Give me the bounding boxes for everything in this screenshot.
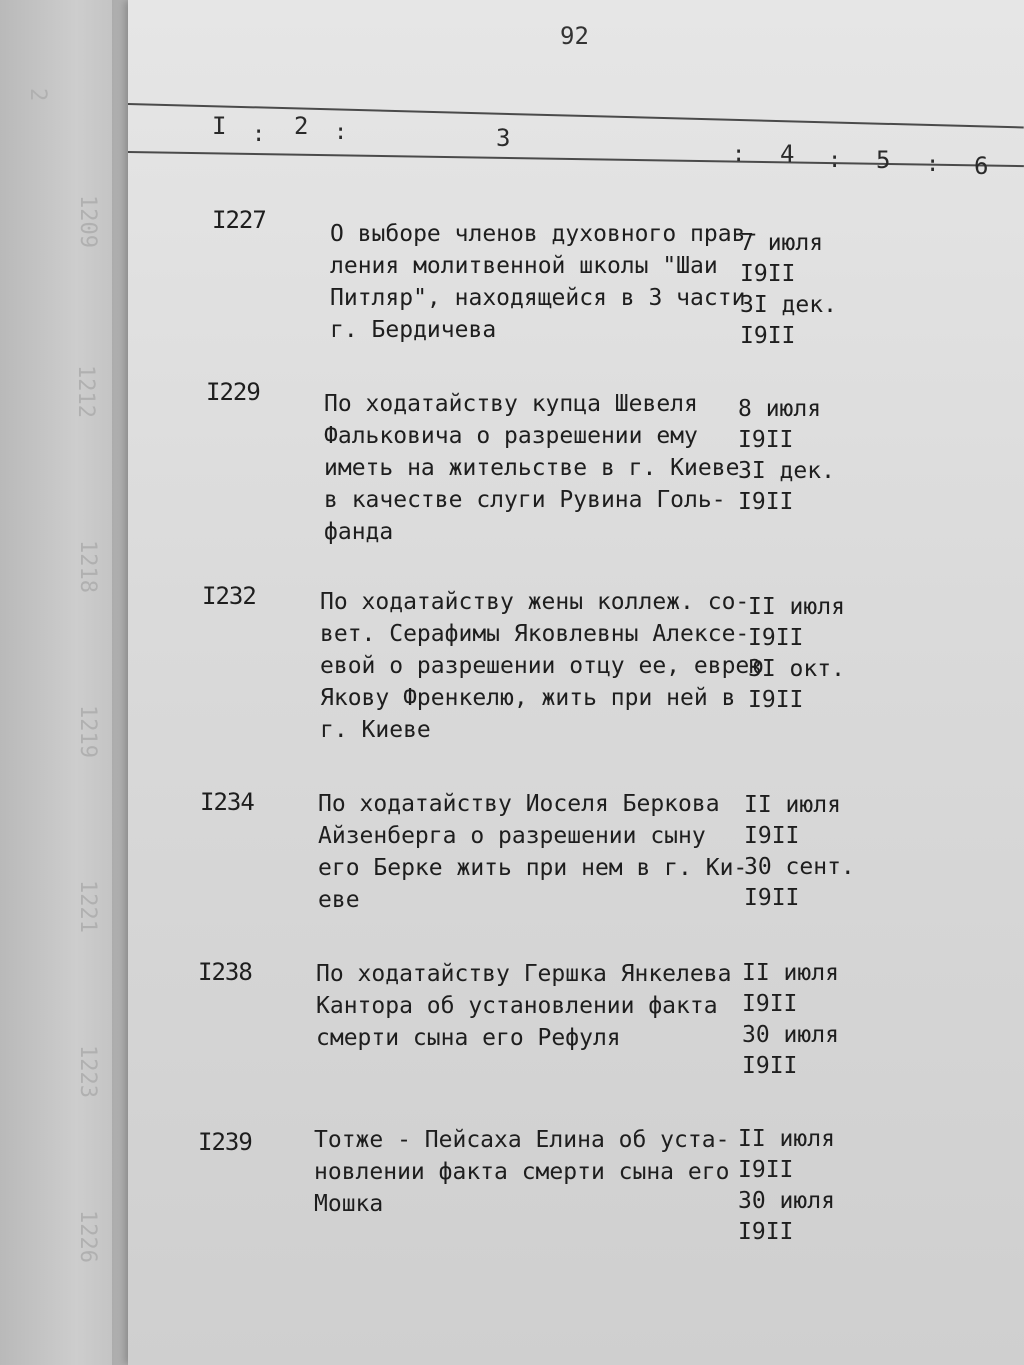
record-number: I238 [198,958,252,986]
description-line: Мошка [314,1191,384,1217]
end-date: 3I дек. [740,292,837,318]
ghost-number: 1218 [75,540,100,593]
description-line: Питляр", находящейся в 3 части [330,285,746,311]
ghost-number: 1223 [75,1045,100,1098]
column-header: 3 [496,124,511,152]
end-year: I9II [738,489,794,515]
column-separator: : [926,152,940,177]
column-separator: : [252,122,266,147]
column-separator: : [732,142,746,167]
description-line: Тотже - Пейсаха Елина об уста- [314,1127,730,1153]
ghost-number: 1212 [73,365,98,418]
record-dates [748,592,845,716]
record-number: I239 [198,1128,252,1156]
column-header: 2 [294,112,309,140]
ghost-number: 1226 [75,1210,100,1263]
record-description [318,788,747,916]
column-separator: : [334,120,348,145]
ghost-number: 1209 [75,195,100,248]
ghost-number: 2 [25,88,50,102]
record-description [320,586,763,746]
record-description [330,218,759,346]
record-dates [738,394,835,518]
start-date: 8 июля [738,396,822,422]
record-number: I232 [202,582,256,610]
record-dates [744,790,855,914]
start-date: II июля [748,594,845,620]
description-line: смерти сына его Рефуля [316,1025,621,1051]
column-header: 6 [974,152,989,180]
column-header: 5 [876,146,891,174]
record-dates [740,228,837,352]
description-line: его Берке жить при нем в г. Ки- [318,855,748,881]
ghost-number: 1219 [75,705,100,758]
end-year: I9II [738,1219,794,1245]
record-dates [742,958,839,1082]
record-number: I234 [200,788,254,816]
start-year: I9II [742,991,798,1017]
description-line: По ходатайству Гершка Янкелева [316,961,732,987]
end-date: 30 июля [738,1188,835,1214]
end-year: I9II [740,323,796,349]
record-number: I229 [206,378,260,406]
end-date: 3I дек. [738,458,835,484]
description-line: По ходатайству жены коллеж. со- [320,589,750,615]
description-line: По ходатайству Иоселя Беркова [318,791,720,817]
description-line: Кантора об установлении факта [316,993,718,1019]
description-line: Якову Френкелю, жить при ней в [320,685,736,711]
record-description [324,388,739,548]
page-number: 92 [560,22,589,50]
start-year: I9II [748,625,804,651]
description-line: еве [318,887,360,913]
ghost-number: 1221 [75,880,100,933]
start-year: I9II [738,1157,794,1183]
end-year: I9II [748,687,804,713]
description-line: евой о разрешении отцу ее, еврею [320,653,764,679]
description-line: Айзенберга о разрешении сыну [318,823,706,849]
end-date: 3I окт. [748,656,845,682]
end-year: I9II [744,885,800,911]
description-line: иметь на жительстве в г. Киеве [324,455,740,481]
start-year: I9II [738,427,794,453]
description-line: О выборе членов духовного прав- [330,221,760,247]
description-line: г. Киеве [320,717,431,743]
column-separator: : [828,148,842,173]
record-number: I227 [212,206,266,234]
start-date: II июля [738,1126,835,1152]
start-year: I9II [740,261,796,287]
description-line: в качестве слуги Рувина Голь- [324,487,726,513]
description-line: г. Бердичева [330,317,497,343]
document-page [128,0,1024,1365]
record-dates [738,1124,835,1248]
end-date: 30 сент. [744,854,855,880]
column-header: I [212,112,227,140]
description-line: По ходатайству купца Шевеля [324,391,698,417]
end-year: I9II [742,1053,798,1079]
start-date: II июля [742,960,839,986]
end-date: 30 июля [742,1022,839,1048]
column-header: 4 [780,140,795,168]
description-line: ления молитвенной школы "Шаи [330,253,718,279]
record-description [314,1124,729,1220]
description-line: вет. Серафимы Яковлевны Алексе- [320,621,750,647]
start-date: 7 июля [740,230,824,256]
description-line: Фальковича о разрешении ему [324,423,698,449]
record-description [316,958,731,1054]
start-year: I9II [744,823,800,849]
start-date: II июля [744,792,841,818]
description-line: фанда [324,519,394,545]
description-line: новлении факта смерти сына его [314,1159,730,1185]
